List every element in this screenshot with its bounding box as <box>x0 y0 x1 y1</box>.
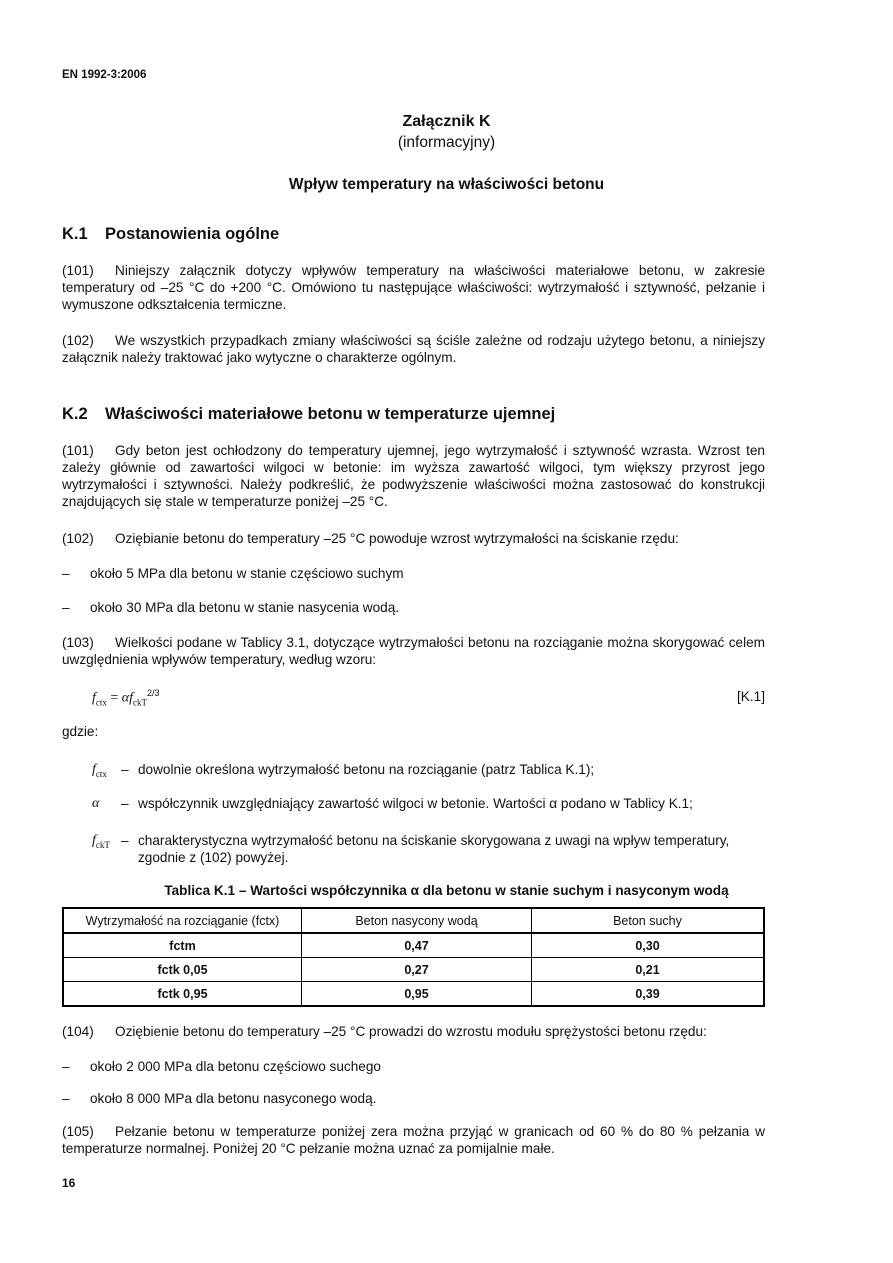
standard-code: EN 1992-3:2006 <box>62 69 147 81</box>
table-cell: fctm <box>63 933 302 958</box>
table-row <box>63 982 764 1007</box>
list-item: – około 2 000 MPa dla betonu częściowo suchego <box>62 1059 381 1074</box>
table-cell: 0,95 <box>302 982 532 1007</box>
table-row <box>63 958 764 982</box>
table-cell: 0,27 <box>302 958 532 982</box>
table-cell: fctk 0,95 <box>63 982 302 1007</box>
paragraph-k2-104 <box>62 1023 765 1040</box>
definition-fctx: $f_{ctx}$ – dowolnie określona wytrzymałość betonu na rozciąganie (patrz Tablica K.1); <box>92 761 765 778</box>
annex-main-title: Wpływ temperatury na właściwości betonu <box>288 176 605 193</box>
paragraph-text: Niniejszy załącznik dotyczy wpływów temperatury na właściwości materiałowe betonu, w zakresie temperatury od –25 °C do +200 °C. Omówiono tu następujące właściwości: wytrzymałość i sztywność, pełzanie i wymuszone odkształcenia termiczne. <box>62 263 765 312</box>
definition-fckt: $f_{ckT}$ – charakterystyczna wytrzymałość betonu na ściskanie skorygowana z uwagi na wpływ temperatury, zgodnie z (102) powyżej. <box>92 832 765 866</box>
paragraph-k2-103 <box>62 634 765 668</box>
section-number: K.1 <box>62 225 88 243</box>
formula-reference: [K.1] <box>737 689 765 704</box>
list-item: – około 8 000 MPa dla betonu nasyconego wodą. <box>62 1091 377 1106</box>
definition-symbol: α <box>92 796 100 811</box>
table-caption: Tablica K.1 – Wartości współczynnika α dla betonu w stanie suchym i nasyconym wodą <box>164 883 729 898</box>
annex-subtitle: (informacyjny) <box>397 134 496 151</box>
definition-text: dowolnie określona wytrzymałość betonu na rozciąganie (patrz Tablica K.1); <box>138 762 595 777</box>
paragraph-k1-102 <box>62 332 765 366</box>
table-row <box>63 933 764 958</box>
page-number: 16 <box>62 1176 76 1190</box>
paragraph-text: Oziębianie betonu do temperatury –25 °C powoduje wzrost wytrzymałości na ściskanie rzędu: <box>115 531 679 546</box>
list-item: – około 5 MPa dla betonu w stanie częściowo suchym <box>62 566 404 581</box>
paragraph-number: (105) <box>62 1124 94 1139</box>
table-cell: 0,30 <box>532 933 765 958</box>
table-cell: 0,47 <box>302 933 532 958</box>
annex-title: Załącznik K <box>402 113 491 130</box>
paragraph-number: (101) <box>62 263 94 278</box>
list-item-text: około 30 MPa dla betonu w stanie nasycenia wodą. <box>90 600 400 615</box>
paragraph-k1-101 <box>62 262 765 313</box>
list-item: – około 30 MPa dla betonu w stanie nasycenia wodą. <box>62 600 400 615</box>
paragraph-text: We wszystkich przypadkach zmiany właściwości są ściśle zależne od rodzaju użytego betonu, a niniejszy załącznik należy traktować jako wytyczne o charakterze ogólnym. <box>62 333 765 365</box>
definition-symbol: $f_{ctx}$ <box>92 762 107 779</box>
definition-text: charakterystyczna wytrzymałość betonu na ściskanie skorygowana z uwagi na wpływ temperatury, zgodnie z (102) powyżej. <box>138 833 730 865</box>
alpha-coefficient-table <box>62 907 765 1007</box>
table-cell: fctk 0,05 <box>63 958 302 982</box>
definition-symbol: $f_{ckT}$ <box>92 833 110 850</box>
paragraph-text: Pełzanie betonu w temperaturze poniżej zera można przyjąć w granicach od 60 % do 80 % pełzania w temperaturze normalnej. Poniżej 20 °C pełzanie można uznać za pomijalnie małe. <box>62 1124 765 1156</box>
section-k2-heading <box>62 405 555 424</box>
paragraph-text: Oziębienie betonu do temperatury –25 °C prowadzi do wzrostu modułu sprężystości betonu rzędu: <box>115 1024 707 1039</box>
paragraph-number: (101) <box>62 443 94 458</box>
table-header-row <box>63 908 764 933</box>
table-header: Beton nasycony wodą <box>302 908 532 933</box>
paragraph-number: (104) <box>62 1024 94 1039</box>
paragraph-k2-101 <box>62 442 765 510</box>
paragraph-text: Wielkości podane w Tablicy 3.1, dotyczące wytrzymałości betonu na rozciąganie można skorygować celem uwzględnienia wpływów temperatury, według wzoru: <box>62 635 765 667</box>
definition-alpha: α – współczynnik uwzględniający zawartość wilgoci w betonie. Wartości α podano w Tablicy K.1; <box>92 795 765 812</box>
paragraph-number: (103) <box>62 635 94 650</box>
paragraph-number: (102) <box>62 333 94 348</box>
list-item-text: około 5 MPa dla betonu w stanie częściowo suchym <box>90 566 404 581</box>
definition-text: współczynnik uwzględniający zawartość wilgoci w betonie. Wartości α podano w Tablicy K.1; <box>138 796 693 811</box>
table-cell: 0,21 <box>532 958 765 982</box>
list-item-text: około 8 000 MPa dla betonu nasyconego wodą. <box>90 1091 377 1106</box>
where-label: gdzie: <box>62 724 99 739</box>
table-header: Wytrzymałość na rozciąganie (fctx) <box>63 908 302 933</box>
table-header: Beton suchy <box>532 908 765 933</box>
section-title: Właściwości materiałowe betonu w temperaturze ujemnej <box>105 405 556 423</box>
paragraph-number: (102) <box>62 531 94 546</box>
section-k1-heading <box>62 225 279 244</box>
paragraph-k2-102 <box>62 530 765 547</box>
section-number: K.2 <box>62 405 88 423</box>
table-cell: 0,39 <box>532 982 765 1007</box>
formula-k1: $f_{ctx} = \alpha f_{ckT}^{2/3}$ <box>92 688 160 708</box>
section-title: Postanowienia ogólne <box>105 225 280 243</box>
paragraph-text: Gdy beton jest ochłodzony do temperatury ujemnej, jego wytrzymałość i sztywność wzrasta. Wzrost ten zależy głównie od zawartości wilgoci w betonie: im wyższa zawartość wilgoci, tym większy przyrost jego wytrzymałości i sztywności. Należy podkreślić, że podwyższenie właściwości można zastosować do konstrukcji znajdujących się stale w temperaturze poniżej –25 °C. <box>62 443 765 509</box>
list-item-text: około 2 000 MPa dla betonu częściowo suchego <box>90 1059 381 1074</box>
paragraph-k2-105 <box>62 1123 765 1157</box>
